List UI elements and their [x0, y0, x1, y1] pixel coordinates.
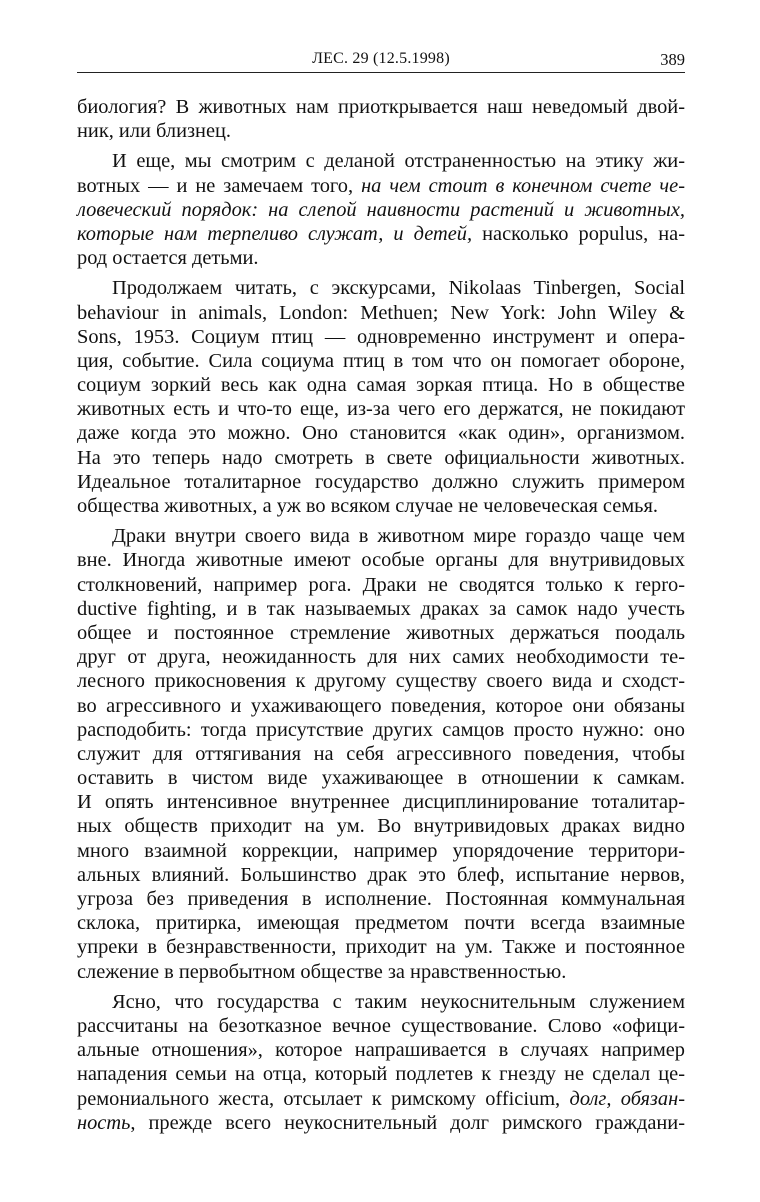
- text-line: [77, 1111, 685, 1135]
- text-line: И еще, мы смотрим с деланой отстраненностью на этику жи-: [112, 150, 685, 173]
- text-line: слежение в первобытном обществе за нравственностью.: [77, 960, 567, 983]
- text-line: даже когда это можно. Оно становится «как один», организмом.: [77, 422, 685, 445]
- italic-segment: долг, обязан-: [569, 1087, 685, 1110]
- text-line: [77, 222, 685, 246]
- text-line: оставить в чистом виде ухаживающее в отношении к самкам.: [77, 767, 685, 790]
- text-line: лесного прикосновения к другому существу своего вида и сходст-: [77, 670, 685, 693]
- text-line: ductive fighting, и в так называемых драках за самок надо учесть: [77, 597, 685, 620]
- text-line: [77, 198, 685, 222]
- text-line: во агрессивного и ухаживающего поведения, которое они обязаны: [77, 694, 685, 717]
- text-segment: вотных — и не замечаем того,: [77, 174, 354, 197]
- text-segment: насколько populus, на-: [472, 222, 685, 245]
- text-line: род остается детьми.: [77, 247, 259, 270]
- text-segment: , прежде всего неукоснительный долг римского граждани-: [130, 1111, 685, 1134]
- body-text: [77, 95, 685, 1135]
- italic-segment: ловеческий порядок: на слепой наивности растений и животных,: [77, 198, 685, 221]
- text-line: [77, 1087, 685, 1111]
- text-line: расподобить: тогда присутствие других самцов просто нужно: оно: [77, 718, 685, 741]
- italic-segment: которые нам терпеливо служат, и детей,: [77, 222, 473, 245]
- text-line: нападения семьи на отца, который подлетев к гнезду не сделал це-: [77, 1063, 685, 1086]
- text-line: столкновений, например рога. Драки не сводятся только к repro-: [77, 573, 685, 596]
- italic-segment: ность: [77, 1111, 131, 1134]
- text-line: склока, притирка, имеющая предметом почти всегда взаимные: [77, 912, 685, 935]
- text-line: вне. Иногда животные имеют особые органы для внутривидовых: [77, 549, 685, 572]
- text-line: угроза без приведения в исполнение. Постоянная коммунальная: [77, 888, 685, 910]
- text-line: На это теперь надо смотреть в свете официальности животных.: [77, 446, 685, 469]
- text-line: рассчитаны на безотказное вечное существование. Слово «офици-: [77, 1014, 685, 1037]
- text-line: ция, событие. Сила социума птиц в том что он помогает обороне,: [77, 349, 685, 372]
- text-line: Sons, 1953. Социум птиц — одновременно инструмент и опера-: [77, 325, 685, 348]
- text-line: Драки внутри своего вида в животном мире гораздо чаще чем: [112, 525, 685, 548]
- text-line: И опять интенсивное внутреннее дисциплинирование тоталитар-: [77, 791, 685, 814]
- running-head: ЛЕС. 29 (12.5.1998): [312, 50, 450, 67]
- text-line: Идеальное тоталитарное государство должно служить примером: [77, 470, 685, 493]
- text-segment: ремониального жеста, отсылает к римскому officium,: [77, 1087, 561, 1110]
- text-line: Продолжаем читать, с экскурсами, Nikolaas Tinbergen, Social: [112, 277, 685, 300]
- text-line: альных влияний. Большинство драк это блеф, испытание нервов,: [77, 863, 685, 886]
- text-line: много взаимной коррекции, например упорядочение территори-: [77, 839, 685, 862]
- text-line: служит для оттягивания на себя агрессивного поведения, чтобы: [77, 742, 685, 765]
- text-line: behaviour in animals, London: Methuen; New York: John Wiley &: [77, 301, 685, 324]
- italic-segment: на чем стоит в конечном счете че-: [361, 174, 686, 197]
- header-rule: [77, 72, 685, 73]
- text-line: биология? В животных нам приоткрывается наш неведомый двой-: [77, 96, 685, 118]
- text-line: общее и постоянное стремление животных держаться поодаль: [77, 621, 685, 644]
- text-line: Ясно, что государства с таким неукоснительным служением: [112, 990, 685, 1013]
- page-number: 389: [660, 50, 685, 69]
- page-header: [77, 46, 685, 70]
- text-line: общества животных, а уж во всяком случае не человеческая семья.: [77, 495, 658, 517]
- text-line: друг от друга, неожиданность для них самих необходимости те-: [77, 646, 685, 669]
- text-line: ных обществ приходит на ум. Во внутривидовых драках видно: [77, 815, 685, 838]
- text-line: [77, 174, 685, 198]
- text-line: социум зоркий весь как одна самая зоркая птица. Но в обществе: [77, 374, 685, 397]
- text-line: животных есть и что-то еще, из-за чего его держатся, не покидают: [77, 398, 685, 421]
- text-line: упреки в безнравственности, приходит на ум. Также и постоянное: [77, 936, 685, 959]
- text-line: альные отношения», которое напрашивается в случаях например: [77, 1039, 685, 1062]
- text-line: ник, или близнец.: [77, 120, 232, 143]
